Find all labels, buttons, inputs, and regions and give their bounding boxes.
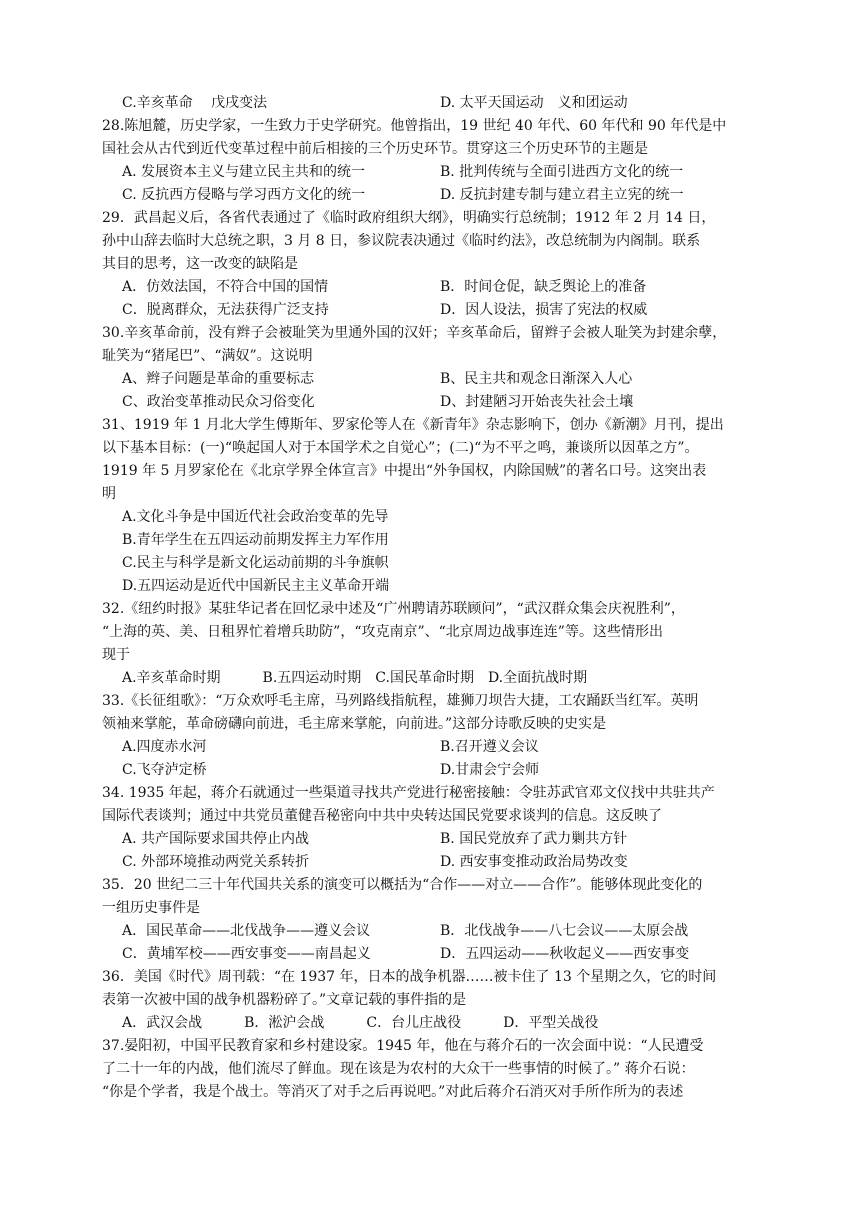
question-text-line: 耻笑为“猪尾巴”、“满奴”。这说明: [102, 348, 313, 364]
answer-option-right: B.召开遵义会议: [440, 739, 539, 755]
answer-option-left: A. 发展资本主义与建立民主共和的统一: [122, 164, 366, 180]
answer-option-left: C、政治变革推动民众习俗变化: [122, 394, 315, 410]
answer-option-right: B. 国民党放弃了武力剿共方针: [440, 831, 628, 847]
answer-option-right: D、封建陋习开始丧失社会土壤: [440, 394, 634, 410]
question-text-line: 37.晏阳初，中国平民教育家和乡村建设家。1945 年，他在与蒋介石的一次会面中说：“人民遭受: [102, 1038, 704, 1054]
answer-option-right: D. 反抗封建专制与建立君主立宪的统一: [440, 187, 684, 203]
question-text-line: “你是个学者，我是个战士。等消灭了对手之后再说吧。”对此后蒋介石消灭对手所作所为的表述: [102, 1084, 684, 1100]
question-text-line: 33.《长征组歌》：“万众欢呼毛主席，马列路线指航程，雄狮刀坝告大捷，工农踊跃当红军。英明: [102, 693, 699, 709]
answer-option-right: B．时间仓促，缺乏舆论上的准备: [440, 279, 647, 295]
question-text-line: 其目的思考，这一改变的缺陷是: [102, 256, 298, 272]
question-text-line: 国社会从古代到近代变革过程中前后相接的三个历史环节。贯穿这三个历史环节的主题是: [102, 141, 648, 157]
question-text-line: 一组历史事件是: [102, 900, 200, 916]
question-text-line: 以下基本目标：(一)“唤起国人对于本国学术之自觉心”；(二)“为不平之鸣，兼谈所以因革之方”。: [102, 440, 699, 456]
answer-option-line: A．武汉会战 B．淞沪会战 C．台儿庄战役 D．平型关战役: [122, 1015, 599, 1031]
answer-option-left: C．黄埔军校——西安事变——南昌起义: [122, 946, 371, 962]
answer-option-right: D．因人设法，损害了宪法的权威: [440, 302, 648, 318]
question-text-line: 32.《纽约时报》某驻华记者在回忆录中述及“广州聘请苏联顾问”，“武汉群众集会庆祝胜利”，: [102, 601, 685, 617]
answer-option-left: C. 反抗西方侵略与学习西方文化的统一: [122, 187, 366, 203]
answer-option-left: A．仿效法国，不符合中国的国情: [122, 279, 329, 295]
question-text-line: 表第一次被中国的战争机器粉碎了。”文章记载的事件指的是: [102, 992, 467, 1008]
question-text-line: 28.陈旭麓，历史学家，一生致力于史学研究。他曾指出，19 世纪 40 年代、60 年代和 90 年代是中: [102, 118, 727, 134]
answer-option-left: A.四度赤水河: [122, 739, 207, 755]
answer-option-right: D. 西安事变推动政治局势改变: [440, 854, 628, 870]
question-text-line: 明: [102, 486, 116, 502]
question-text-line: 30.辛亥革命前，没有辫子会被耻笑为里通外国的汉奸；辛亥革命后，留辫子会被人耻笑为封建余孽，: [102, 325, 727, 341]
question-text-line: “上海的英、美、日租界忙着增兵助防”，“攻克南京”、“北京周边战事连连”等。这些情形出: [102, 624, 663, 640]
question-text-line: 领袖来掌舵，革命磅礴向前进，毛主席来掌舵，向前进。”这部分诗歌反映的史实是: [102, 716, 607, 732]
question-text-line: 国际代表谈判；通过中共党员董健吾秘密向中共中央转达国民党要求谈判的信息。这反映了: [102, 808, 662, 824]
answer-option-line: C.民主与科学是新文化运动前期的斗争旗帜: [122, 555, 389, 571]
question-text-line: 孙中山辞去临时大总统之职，3 月 8 日，参议院表决通过《临时约法》，改总统制为内阁制。联系: [102, 233, 701, 249]
answer-option-line: B.青年学生在五四运动前期发挥主力军作用: [122, 532, 389, 548]
answer-option-right: D. 太平天国运动 义和团运动: [440, 95, 628, 111]
answer-option-right: D.甘肃会宁会师: [440, 762, 540, 778]
answer-option-right: B、民主共和观念日渐深入人心: [440, 371, 633, 387]
answer-option-line: A.文化斗争是中国近代社会政治变革的先导: [122, 509, 389, 525]
answer-option-left: A、辫子问题是革命的重要标志: [122, 371, 315, 387]
question-text-line: 1919 年 5 月罗家伦在《北京学界全体宣言》中提出“外争国权，内除国贼”的著名口号。这突出表: [102, 463, 707, 479]
answer-option-left: C．脱离群众，无法获得广泛支持: [122, 302, 329, 318]
answer-option-right: B．北伐战争——八七会议——太原会战: [440, 923, 689, 939]
question-text-line: 31、1919 年 1 月北大学生傅斯年、罗家伦等人在《新青年》杂志影响下，创办《新潮》月刊，提出: [102, 417, 724, 433]
answer-option-left: A．国民革命——北伐战争——遵义会议: [122, 923, 371, 939]
answer-option-left: A. 共产国际要求国共停止内战: [122, 831, 310, 847]
question-text-line: 36．美国《时代》周刊载：“在 1937 年，日本的战争机器……被卡住了 13 个星期之久，它的时间: [102, 969, 717, 985]
question-text-line: 35．20 世纪二三十年代国共关系的演变可以概括为“合作——对立——合作”。能够体现此变化的: [102, 877, 703, 893]
answer-option-right: B. 批判传统与全面引进西方文化的统一: [440, 164, 684, 180]
answer-option-left: C.辛亥革命 戊戌变法: [122, 95, 268, 111]
answer-option-line: D.五四运动是近代中国新民主主义革命开端: [122, 578, 390, 594]
answer-option-line: A.辛亥革命时期 B.五四运动时期 C.国民革命时期 D.全面抗战时期: [122, 670, 588, 686]
answer-option-left: C.飞夺泸定桥: [122, 762, 207, 778]
question-text-line: 34. 1935 年起，蒋介石就通过一些渠道寻找共产党进行秘密接触：令驻苏武官邓文仪找中共驻共产: [102, 785, 715, 801]
answer-option-left: C. 外部环境推动两党关系转折: [122, 854, 310, 870]
question-text-line: 了二十一年的内战，他们流尽了鲜血。现在该是为农村的大众干一些事情的时候了。” 蒋介石说：: [102, 1061, 695, 1077]
question-text-line: 29．武昌起义后，各省代表通过了《临时政府组织大纲》，明确实行总统制；1912 年 2 月 14 日，: [102, 210, 716, 226]
question-text-line: 现于: [102, 647, 130, 663]
answer-option-right: D．五四运动——秋收起义——西安事变: [440, 946, 690, 962]
